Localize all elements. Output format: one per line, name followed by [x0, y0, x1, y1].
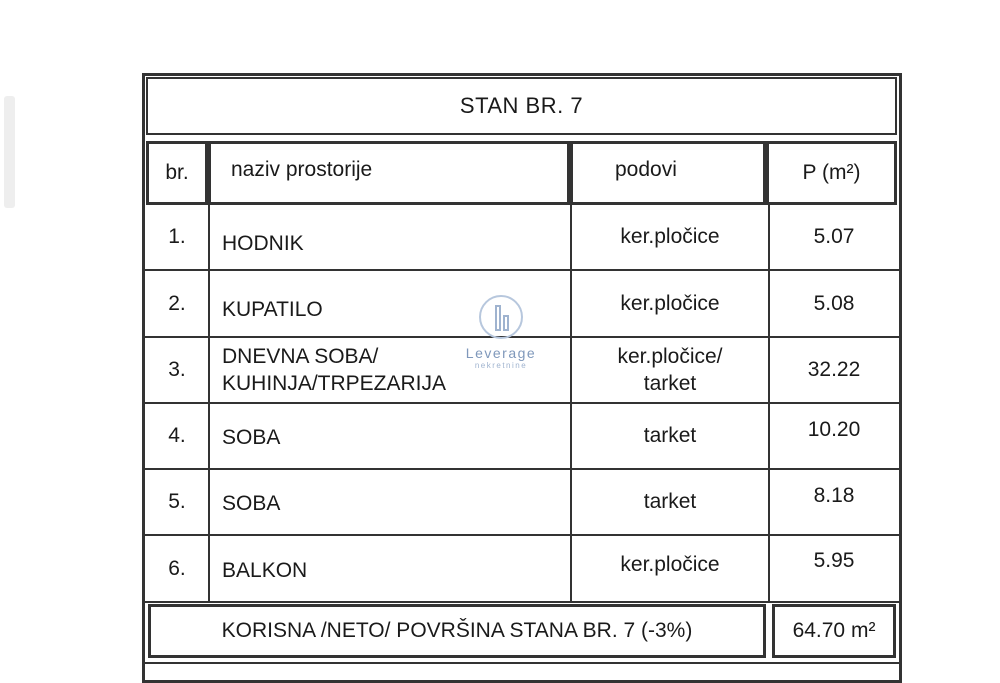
row-area: 5.95 [813, 548, 855, 572]
row-floor-line2: tarket [643, 372, 697, 395]
row-floor: tarket [643, 490, 697, 513]
row-room-name-multiline [210, 338, 570, 402]
watermark-name: Leverage [465, 345, 537, 361]
row-area: 8.18 [813, 484, 855, 507]
row-room-name-line2: KUHINJA/TRPEZARIJA [222, 372, 447, 395]
row-area: 5.08 [813, 291, 855, 315]
row-floor: ker.pločice [620, 552, 720, 576]
row-floor-multiline [572, 338, 768, 402]
row-area: 5.07 [813, 225, 855, 248]
row-room-name: HODNIK [222, 232, 304, 255]
row-number: 4. [168, 424, 186, 447]
header-room-name: naziv prostorije [208, 141, 570, 205]
header-area: P (m²) [766, 141, 897, 205]
total-value: 64.70 m² [772, 604, 896, 658]
row-floor: tarket [643, 424, 697, 447]
row-room-name: BALKON [222, 558, 308, 582]
side-scroll-tab [4, 96, 15, 208]
row-number: 5. [168, 490, 186, 513]
row-area: 10.20 [807, 418, 861, 441]
watermark-subtitle: nekretnine [474, 361, 528, 370]
row-room-name: KUPATILO [222, 297, 323, 321]
header-number: br. [146, 141, 208, 205]
row-number: 1. [168, 225, 186, 248]
row-number: 3. [168, 358, 186, 381]
row-floor: ker.pločice [620, 291, 720, 315]
row-divider [142, 662, 902, 664]
row-room-name: SOBA [222, 426, 281, 449]
row-room-name: SOBA [222, 492, 281, 515]
row-floor-line1: ker.pločice/ [617, 345, 723, 368]
total-label: KORISNA /NETO/ POVRŠINA STANA BR. 7 (-3%) [148, 604, 766, 658]
row-number: 2. [168, 291, 186, 315]
header-floors: podovi [570, 141, 766, 205]
row-number: 6. [168, 556, 186, 580]
row-area: 32.22 [807, 358, 861, 381]
row-floor: ker.pločice [620, 225, 720, 248]
table-title: STAN BR. 7 [146, 77, 897, 135]
row-room-name-line1: DNEVNA SOBA/ [222, 345, 379, 368]
